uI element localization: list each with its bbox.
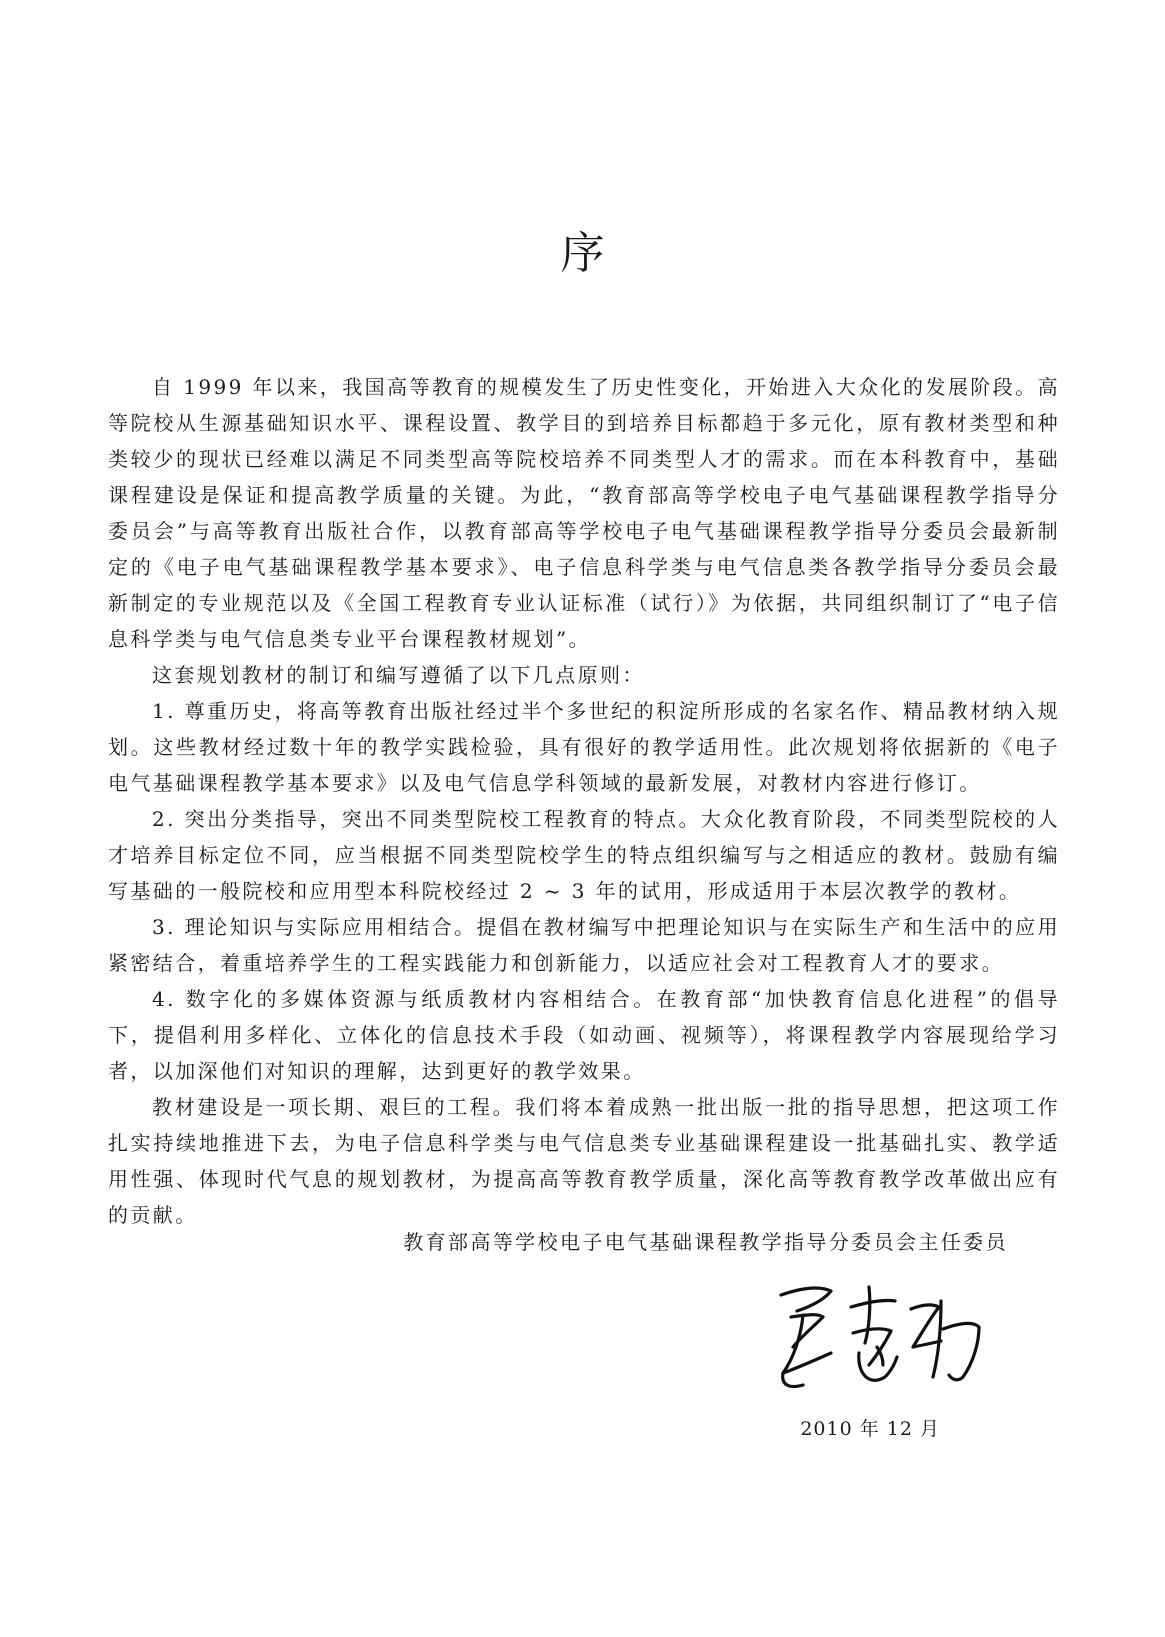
paragraph-6: 4. 数字化的多媒体资源与纸质教材内容相结合。在教育部“加快教育信息化进程”的倡导下，提倡利用多样化、立体化的信息技术手段（如动画、视频等），将课程教学内容展现给学习者，以加深他们对知识的理解，达到更好的教学效果。 — [108, 987, 1060, 1083]
page-title: 序 — [560, 228, 605, 279]
preface-body — [108, 369, 1060, 1233]
paragraph-3: 1. 尊重历史，将高等教育出版社经过半个多世纪的积淀所形成的名家名作、精品教材纳入规划。这些教材经过数十年的教学实践检验，具有很好的教学适用性。此次规划将依据新的《电子电气基础课程教学基本要求》以及电气信息学科领域的最新发展，对教材内容进行修订。 — [108, 699, 1060, 795]
paragraph-5: 3. 理论知识与实际应用相结合。提倡在教材编写中把理论知识与在实际生产和生活中的应用紧密结合，着重培养学生的工程实践能力和创新能力，以适应社会对工程教育人才的要求。 — [108, 915, 1060, 975]
paragraph-1: 自 1999 年以来，我国高等教育的规模发生了历史性变化，开始进入大众化的发展阶段。高等院校从生源基础知识水平、课程设置、教学目的到培养目标都趋于多元化，原有教材类型和种类较少的现状已经难以满足不同类型高等院校培养不同类型人才的需求。而在本科教育中，基础课程建设是保证和提高教学质量的关键。为此，“教育部高等学校电子电气基础课程教学指导分委员会”与高等教育出版社合作，以教育部高等学校电子电气基础课程教学指导分委员会最新制定的《电子电气基础课程教学基本要求》、电子信息科学类与电气信息类各教学指导分委员会最新制定的专业规范以及《全国工程教育专业认证标准（试行）》为依据，共同组织制订了“电子信息科学类与电气信息类专业平台课程教材规划”。 — [108, 375, 1060, 651]
signature-strokes — [773, 1277, 991, 1407]
paragraph-2: 这套规划教材的制订和编写遵循了以下几点原则： — [152, 663, 645, 687]
paragraph-4: 2. 突出分类指导，突出不同类型院校工程教育的特点。大众化教育阶段，不同类型院校的人才培养目标定位不同，应当根据不同类型院校学生的特点组织编写与之相适应的教材。鼓励有编写基础的一般院校和应用型本科院校经过 2 ~ 3 年的试用，形成适用于本层次教学的教材。 — [108, 807, 1060, 903]
signoff-committee: 教育部高等学校电子电气基础课程教学指导分委员会主任委员 — [403, 1230, 1008, 1254]
handwritten-signature — [773, 1277, 991, 1407]
paragraph-7: 教材建设是一项长期、艰巨的工程。我们将本着成熟一批出版一批的指导思想，把这项工作扎实持续地推进下去，为电子信息科学类与电气信息类专业基础课程建设一批基础扎实、教学适用性强、体现时代气息的规划教材，为提高高等教育教学质量，深化高等教育教学改革做出应有的贡献。 — [108, 1095, 1060, 1227]
signoff-date: 2010 年 12 月 — [800, 1418, 940, 1440]
